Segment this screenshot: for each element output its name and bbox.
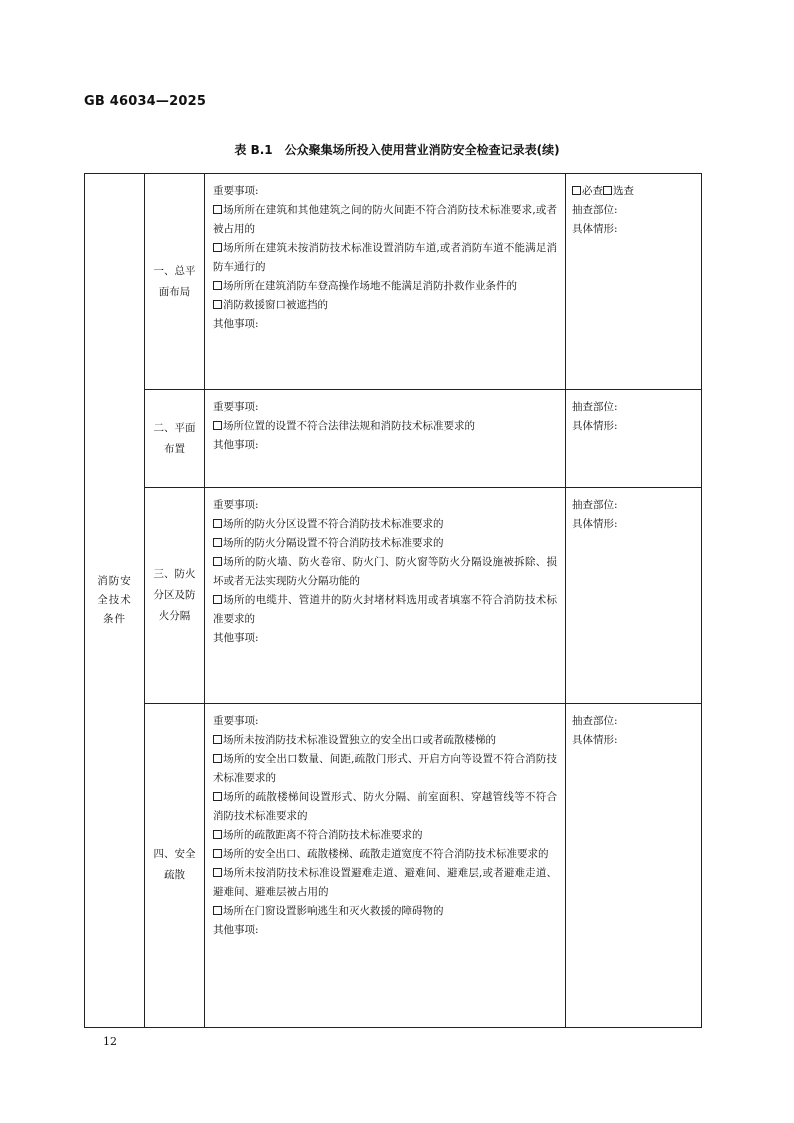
item-text: 场所的疏散距离不符合消防技术标准要求的: [223, 828, 423, 841]
check-item: [213, 296, 557, 315]
check-item: [213, 591, 557, 629]
check-item: [213, 239, 557, 277]
table-row: [85, 703, 702, 1027]
check-item: [213, 845, 557, 864]
item-text: 场所在门窗设置影响逃生和灭火救援的障碍物的: [223, 904, 444, 917]
important-label: 重要事项:: [213, 714, 259, 727]
section-name: 一、总平面布局: [153, 264, 196, 298]
table-title: 表 B.1 公众聚集场所投入使用营业消防安全检查记录表(续): [234, 143, 560, 157]
check-item: [213, 515, 557, 534]
other-label: 其他事项:: [213, 632, 259, 645]
item-text: 场所未按消防技术标准设置独立的安全出口或者疏散楼梯的: [223, 733, 496, 746]
checkbox[interactable]: [213, 754, 222, 763]
section-name-cell: [145, 174, 205, 390]
checkbox[interactable]: [213, 205, 222, 214]
item-text: 消防救援窗口被遮挡的: [223, 299, 328, 311]
check-item: [213, 731, 557, 750]
checkbox[interactable]: [213, 300, 222, 309]
important-label: 重要事项:: [213, 499, 259, 512]
section-content: [205, 488, 566, 703]
table-row: [85, 390, 702, 488]
section-name: 三、防火分区及防火分隔: [153, 567, 196, 622]
checkbox[interactable]: [213, 421, 222, 430]
table-row: [85, 174, 702, 390]
checkbox[interactable]: [213, 868, 222, 877]
check-item: [213, 277, 557, 296]
check-item: [213, 553, 557, 591]
item-text: 场所的防火分区设置不符合消防技术标准要求的: [223, 518, 444, 531]
checkbox[interactable]: [213, 906, 222, 915]
check-item: [213, 864, 557, 902]
item-text: 场所的疏散楼梯间设置形式、防火分隔、前室面积、穿越管线等不符合消防技术标准要求的: [213, 790, 557, 822]
inspection-record-table: [84, 173, 702, 1028]
checkbox[interactable]: [213, 595, 222, 604]
checkbox[interactable]: [213, 849, 222, 858]
spot-check-label: 抽查部位:: [572, 499, 618, 512]
item-text: 场所的电缆井、管道井的防火封堵材料选用或者填塞不符合消防技术标准要求的: [213, 594, 557, 626]
detail-label: 具体情形:: [572, 518, 618, 531]
spot-check-cell: [566, 174, 702, 390]
spot-check-cell: [566, 703, 702, 1027]
standard-code: GB 46034—2025: [84, 94, 207, 109]
item-text: 场所所在建筑消防车登高操作场地不能满足消防扑救作业条件的: [223, 280, 517, 292]
section-content: [205, 390, 566, 488]
section-name-cell: [145, 390, 205, 488]
checkbox[interactable]: [213, 519, 222, 528]
other-label: 其他事项:: [213, 439, 259, 452]
category-label: 消防安全技术条件: [97, 575, 132, 625]
check-options: [572, 182, 695, 201]
section-name: 二、平面布置: [153, 421, 196, 455]
section-content: [205, 174, 566, 390]
check-item: [213, 534, 557, 553]
category-cell: [85, 174, 145, 1028]
detail-label: 具体情形:: [572, 223, 618, 235]
spot-check-label: 抽查部位:: [572, 714, 618, 727]
spot-check-cell: [566, 390, 702, 488]
checkbox[interactable]: [213, 243, 222, 252]
important-label: 重要事项:: [213, 185, 259, 197]
item-text: 场所的防火墙、防火卷帘、防火门、防火窗等防火分隔设施被拆除、损坏或者无法实现防火分隔功能的: [213, 556, 557, 588]
section-name-cell: [145, 488, 205, 703]
checkbox[interactable]: [213, 792, 222, 801]
item-text: 场所未按消防技术标准设置避难走道、避难间、避难层,或者避难走道、避难间、避难层被占用的: [213, 866, 557, 898]
check-item: [213, 201, 557, 239]
item-text: 场所的安全出口、疏散楼梯、疏散走道宽度不符合消防技术标准要求的: [223, 847, 549, 860]
checkbox[interactable]: [213, 538, 222, 547]
optional-label: 选查: [613, 185, 634, 197]
item-text: 场所所在建筑未按消防技术标准设置消防车道,或者消防车道不能满足消防车通行的: [213, 242, 557, 273]
section-name-cell: [145, 703, 205, 1027]
spot-check-label: 抽查部位:: [572, 401, 618, 414]
item-text: 场所的安全出口数量、间距,疏散门形式、开启方向等设置不符合消防技术标准要求的: [213, 752, 557, 784]
page-number: 12: [103, 1035, 117, 1048]
checkbox[interactable]: [213, 281, 222, 290]
spot-check-cell: [566, 488, 702, 703]
item-text: 场所的防火分隔设置不符合消防技术标准要求的: [223, 537, 444, 550]
detail-label: 具体情形:: [572, 733, 618, 746]
detail-label: 具体情形:: [572, 420, 618, 433]
check-item: [213, 417, 557, 436]
item-text: 场所位置的设置不符合法律法规和消防技术标准要求的: [223, 420, 475, 433]
check-item: [213, 826, 557, 845]
checkbox[interactable]: [213, 557, 222, 566]
check-item: [213, 750, 557, 788]
section-name: 四、安全疏散: [153, 848, 196, 882]
check-item: [213, 902, 557, 921]
section-content: [205, 703, 566, 1027]
table-row: [85, 488, 702, 703]
mandatory-checkbox[interactable]: [572, 186, 581, 195]
check-item: [213, 788, 557, 826]
checkbox[interactable]: [213, 735, 222, 744]
other-label: 其他事项:: [213, 923, 259, 936]
mandatory-label: 必查: [582, 185, 603, 197]
checkbox[interactable]: [213, 830, 222, 839]
item-text: 场所所在建筑和其他建筑之间的防火间距不符合消防技术标准要求,或者被占用的: [213, 204, 557, 235]
important-label: 重要事项:: [213, 401, 259, 414]
optional-checkbox[interactable]: [603, 186, 612, 195]
spot-check-label: 抽查部位:: [572, 204, 618, 216]
other-label: 其他事项:: [213, 318, 259, 330]
